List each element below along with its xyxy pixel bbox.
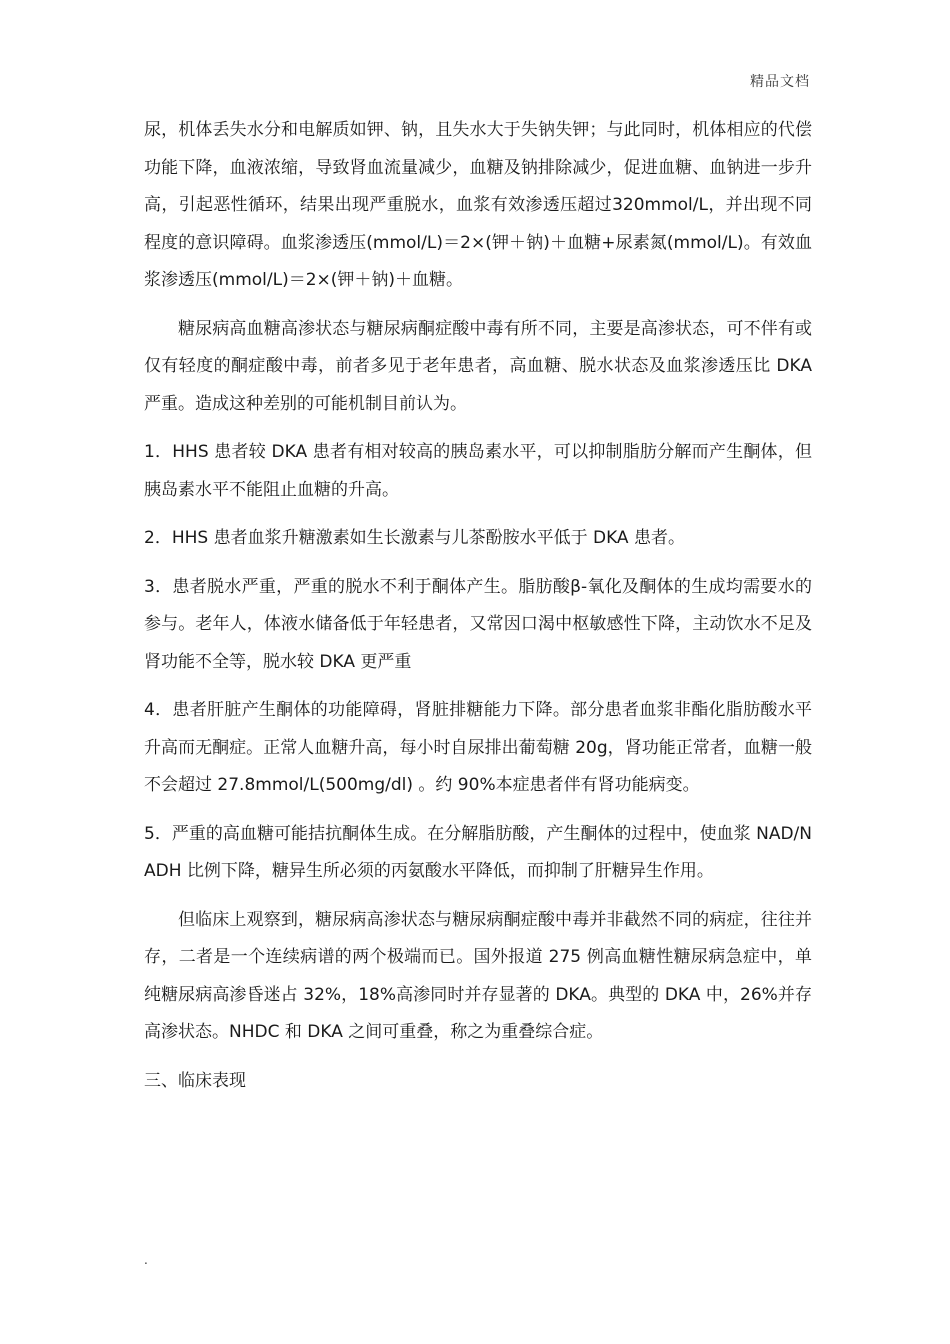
- document-body: [144, 112, 812, 1100]
- list-item-2: 2．HHS 患者血浆升糖激素如生长激素与儿茶酚胺水平低于 DKA 患者。: [144, 528, 685, 548]
- paragraph-continuation: 尿，机体丢失水分和电解质如钾、钠，且失水大于失钠失钾；与此同时，机体相应的代偿功能下降，血液浓缩，导致肾血流量减少，血糖及钠排除减少，促进血糖、血钠进一步升高，引起恶性循环，结果出现严重脱水，血浆有效渗透压超过320mmol/L，并出现不同程度的意识障碍。血浆渗透压(mmol/L)＝2×(钾＋钠)＋血糖+尿素氮(mmol/L)。有效血浆渗透压(mmol/L)＝2×(钾＋钠)＋血糖。: [144, 120, 812, 290]
- page-footer-mark: .: [144, 1253, 148, 1267]
- paragraph-overlap-syndrome: 但临床上观察到，糖尿病高渗状态与糖尿病酮症酸中毒并非截然不同的病症，往往并存，二者是一个连续病谱的两个极端而已。国外报道 275 例高血糖性糖尿病急症中，单纯糖尿病高渗昏迷占 32%，18%高渗同时并存显著的 DKA。典型的 DKA 中，26%并存高渗状态。NHDC 和 DKA 之间可重叠，称之为重叠综合症。: [144, 909, 812, 1042]
- page-header-label: 精品文档: [750, 74, 810, 90]
- list-item-1: 1．HHS 患者较 DKA 患者有相对较高的胰岛素水平，可以抑制脂肪分解而产生酮体，但胰岛素水平不能阻止血糖的升高。: [144, 442, 812, 500]
- list-item-4: 4．患者肝脏产生酮体的功能障碍，肾脏排糖能力下降。部分患者血浆非酯化脂肪酸水平升高而无酮症。正常人血糖升高，每小时自尿排出葡萄糖 20g，肾功能正常者，血糖一般不会超过 27.8mmol/L(500mg/dl) 。约 90%本症患者伴有肾功能病变。: [144, 700, 812, 795]
- list-item-5: 5．严重的高血糖可能拮抗酮体生成。在分解脂肪酸，产生酮体的过程中，使血浆 NAD/NADH 比例下降，糖异生所必须的丙氨酸水平降低，而抑制了肝糖异生作用。: [144, 823, 812, 881]
- paragraph-hhs-vs-dka: 糖尿病高血糖高渗状态与糖尿病酮症酸中毒有所不同，主要是高渗状态，可不伴有或仅有轻度的酮症酸中毒，前者多见于老年患者，高血糖、脱水状态及血浆渗透压比 DKA 严重。造成这种差别的可能机制目前认为。: [144, 318, 812, 414]
- section-heading: 三、临床表现: [144, 1070, 246, 1091]
- list-item-3: 3．患者脱水严重，严重的脱水不利于酮体产生。脂肪酸β-氧化及酮体的生成均需要水的参与。老年人，体液水储备低于年轻患者，又常因口渴中枢敏感性下降，主动饮水不足及肾功能不全等，脱水较 DKA 更严重: [144, 576, 812, 672]
